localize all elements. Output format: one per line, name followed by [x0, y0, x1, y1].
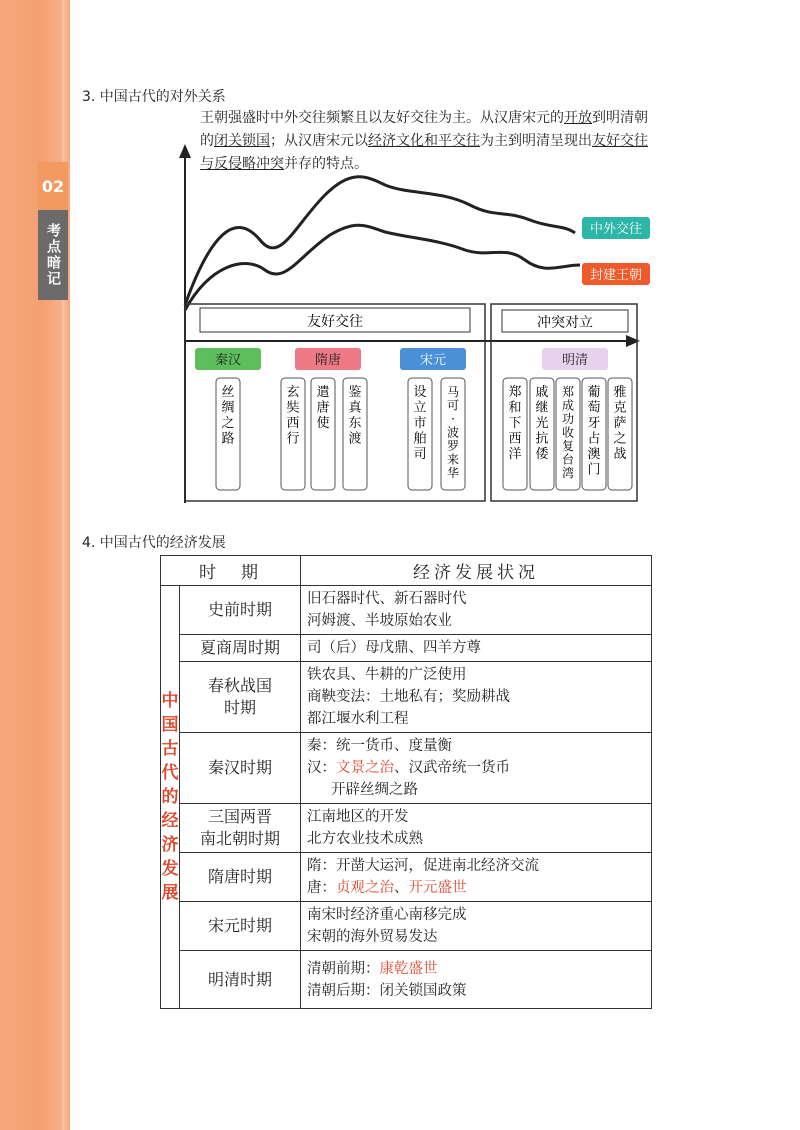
period-cell — [180, 662, 301, 733]
event-char: 下 — [508, 416, 522, 431]
intro-text: 为主到明清呈现出 — [480, 133, 592, 149]
status-text: 隋：开凿大运河，促进南北经济交流 — [307, 858, 539, 874]
period-label: 时期 — [223, 698, 256, 717]
period-label: 隋唐时期 — [207, 867, 272, 886]
event-char: 马 — [446, 385, 460, 399]
status-line — [307, 708, 645, 730]
status-cell — [301, 804, 652, 853]
event-char: 立 — [413, 400, 427, 416]
header-period: 时 期 — [161, 556, 301, 586]
event-char: 占 — [587, 431, 601, 447]
event-char: 葡 — [587, 385, 601, 400]
status-line — [307, 637, 645, 659]
vertical-title-char: 经 — [161, 811, 179, 831]
event-char: 设 — [413, 385, 427, 400]
intro-text: 到明清朝的 — [200, 110, 648, 149]
status-cell — [301, 951, 652, 1009]
vertical-title-char: 济 — [161, 835, 179, 855]
event-char: 使 — [316, 416, 330, 431]
event-char: 行 — [286, 431, 300, 447]
event-char: 西 — [508, 431, 522, 447]
intro-text: 并存的特点。 — [284, 156, 368, 172]
event-char: 洋 — [508, 447, 522, 462]
event-char: 奘 — [286, 400, 300, 416]
status-cell — [301, 635, 652, 662]
event-char: 收 — [561, 425, 575, 440]
table-row — [161, 733, 652, 804]
conflict-title: 冲突对立 — [537, 315, 593, 331]
intro-text: ；从汉唐宋元以 — [270, 133, 368, 149]
vertical-title-char: 发 — [161, 859, 179, 879]
period-cell — [180, 902, 301, 951]
status-cell — [301, 853, 652, 902]
status-line — [307, 877, 645, 899]
event-char: 路 — [221, 431, 235, 447]
table-row — [161, 853, 652, 902]
event-char: 门 — [587, 462, 601, 478]
event-char: 华 — [446, 466, 460, 480]
status-line — [307, 664, 645, 686]
event-char: 台 — [561, 452, 575, 467]
event-char: 雅 — [613, 385, 627, 400]
period-label: 秦汉时期 — [207, 758, 272, 777]
event-char: 遣 — [316, 385, 330, 400]
era-label: 宋元 — [419, 353, 447, 368]
period-label: 夏商周时期 — [199, 638, 280, 657]
event-char: 克 — [613, 400, 627, 416]
feudal-dynasty-curve — [185, 225, 580, 310]
era-label: 秦汉 — [214, 353, 242, 368]
status-text: 清朝后期：闭关锁国政策 — [307, 982, 467, 999]
event-char: 倭 — [535, 447, 549, 462]
intro-text: 王朝强盛时中外交往频繁且以友好交往为主。从汉唐宋元的 — [200, 110, 564, 126]
status-highlight: 文景之治 — [336, 760, 394, 776]
status-text: 旧石器时代、新石器时代 — [307, 591, 467, 607]
intro-highlight: 友好交往与反侵略冲突 — [200, 133, 648, 172]
status-line — [307, 828, 645, 850]
event-char: 郑 — [561, 385, 575, 399]
intro-highlight: 经济文化和平交往 — [368, 133, 480, 149]
period-label: 宋元时期 — [207, 916, 272, 935]
y-axis-arrow — [179, 144, 191, 158]
era-label: 隋唐 — [314, 353, 342, 368]
status-cell — [301, 586, 652, 635]
intro-highlight: 开放 — [564, 110, 592, 126]
event-char: 萄 — [587, 400, 601, 416]
table-row — [161, 804, 652, 853]
feudal-label: 封建王朝 — [589, 268, 643, 283]
event-char: 东 — [348, 416, 362, 431]
table-row — [161, 635, 652, 662]
vertical-title-char: 国 — [161, 715, 179, 735]
status-highlight: 开元盛世 — [408, 880, 467, 896]
status-line — [307, 958, 645, 980]
foreign-relations-curve — [185, 177, 575, 305]
event-char: 功 — [561, 412, 575, 426]
period-cell — [180, 586, 301, 635]
event-char: · — [451, 412, 455, 426]
table-row — [161, 951, 652, 1009]
event-char: 和 — [508, 400, 522, 416]
period-label: 明清时期 — [207, 969, 272, 989]
status-line — [307, 926, 645, 948]
event-char: 渡 — [348, 431, 362, 447]
status-line — [307, 588, 645, 610]
vertical-title-char: 展 — [161, 883, 179, 903]
header-status: 经济发展状况 — [301, 556, 652, 586]
event-char: 澳 — [587, 447, 601, 462]
event-char: 战 — [613, 447, 627, 462]
event-char: 丝 — [221, 385, 235, 400]
status-cell — [301, 902, 652, 951]
status-text: 汉： — [307, 760, 336, 776]
event-char: 郑 — [508, 385, 522, 400]
status-text: 北方农业技术成熟 — [307, 831, 423, 847]
section-tab: 考点暗记 — [38, 210, 68, 300]
intro-highlight: 闭关锁国 — [214, 133, 270, 149]
event-char: 西 — [286, 416, 300, 431]
vertical-title — [161, 586, 180, 1009]
friendly-title: 友好交往 — [307, 314, 363, 330]
event-char: 成 — [561, 398, 575, 413]
status-text: 清朝前期： — [307, 960, 380, 977]
event-char: 真 — [348, 400, 362, 416]
vertical-title-char: 的 — [161, 787, 179, 807]
status-text: 秦：统一货币、度量衡 — [307, 738, 452, 754]
status-text: 商鞅变法：土地私有；奖励耕战 — [307, 689, 510, 705]
event-char: 来 — [446, 452, 460, 467]
status-text: 宋朝的海外贸易发达 — [307, 929, 438, 945]
event-char: 萨 — [613, 416, 627, 431]
event-char: 继 — [535, 400, 549, 416]
status-text: 、汉武帝统一货币 — [394, 760, 510, 776]
foreign-label: 中外交往 — [589, 222, 643, 237]
event-char: 光 — [535, 416, 549, 431]
status-cell — [301, 733, 652, 804]
event-char: 牙 — [587, 416, 601, 431]
status-line — [307, 806, 645, 828]
period-cell — [180, 635, 301, 662]
event-char: 抗 — [535, 431, 549, 447]
status-line — [307, 779, 645, 801]
table-row — [161, 902, 652, 951]
status-text: 、 — [394, 880, 409, 896]
vertical-title-char: 中 — [161, 691, 179, 711]
event-char: 司 — [413, 447, 427, 462]
event-char: 绸 — [221, 400, 235, 416]
status-line — [307, 757, 645, 779]
period-label: 南北朝时期 — [199, 829, 280, 848]
status-text: 南宋时经济重心南移完成 — [307, 907, 467, 923]
event-char: 波 — [446, 425, 460, 440]
status-line — [307, 904, 645, 926]
status-line — [307, 610, 645, 632]
status-highlight: 贞观之治 — [336, 880, 394, 896]
section3-heading: 3. 中国古代的对外关系 — [82, 89, 226, 105]
vertical-title-char: 古 — [161, 739, 179, 759]
status-text: 江南地区的开发 — [307, 809, 409, 825]
event-char: 复 — [561, 439, 575, 453]
period-cell — [180, 853, 301, 902]
period-label: 春秋战国 — [207, 676, 272, 695]
economy-table — [160, 555, 652, 1009]
event-char: 鉴 — [348, 385, 362, 400]
x-axis-arrow — [626, 335, 640, 347]
status-line — [307, 686, 645, 708]
event-char: 之 — [221, 416, 235, 431]
table-row — [161, 662, 652, 733]
status-text: 开辟丝绸之路 — [331, 782, 418, 798]
status-line — [307, 735, 645, 757]
event-char: 舶 — [413, 431, 427, 447]
status-text: 司（后）母戊鼎、四羊方尊 — [307, 640, 481, 656]
section4-heading: 4. 中国古代的经济发展 — [82, 535, 226, 551]
status-cell — [301, 662, 652, 733]
status-line — [307, 855, 645, 877]
status-highlight: 康乾盛世 — [379, 960, 438, 977]
event-char: 唐 — [316, 400, 330, 416]
chapter-tab: 02 — [38, 162, 68, 210]
event-char: 戚 — [535, 385, 549, 400]
event-char: 湾 — [561, 466, 575, 480]
event-char: 可 — [446, 398, 460, 413]
status-text: 都江堰水利工程 — [307, 711, 409, 727]
table-row — [161, 586, 652, 635]
status-text: 铁农具、牛耕的广泛使用 — [307, 667, 467, 683]
era-label: 明清 — [561, 353, 589, 368]
period-cell — [180, 804, 301, 853]
status-text: 河姆渡、半坡原始农业 — [307, 613, 452, 629]
event-char: 玄 — [286, 385, 300, 400]
status-line — [307, 980, 645, 1002]
period-cell — [180, 733, 301, 804]
period-label: 史前时期 — [207, 600, 272, 619]
period-label: 三国两晋 — [207, 807, 272, 826]
foreign-relations-diagram — [150, 140, 670, 505]
event-char: 之 — [613, 431, 627, 447]
event-char: 罗 — [446, 439, 460, 453]
event-char: 市 — [413, 416, 427, 431]
status-text: 唐： — [307, 880, 336, 896]
vertical-title-char: 代 — [161, 763, 179, 783]
period-cell — [180, 951, 301, 1009]
